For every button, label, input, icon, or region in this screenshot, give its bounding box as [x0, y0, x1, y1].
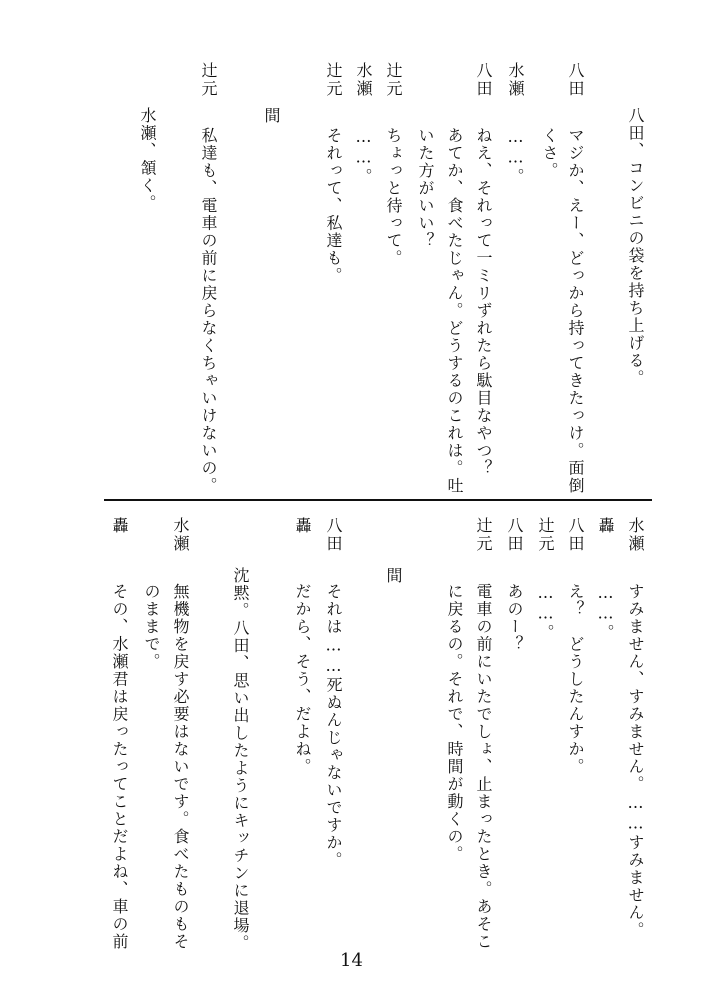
dialogue-line: ねえ、それって一ミリずれたら駄目なやつ？ [474, 127, 493, 477]
speaker-label: 轟 [293, 517, 312, 535]
dialogue-line: ……。 [354, 127, 373, 186]
speaker-label: 八田 [324, 517, 343, 553]
dialogue-line: だから、そう、だよね。 [293, 583, 312, 776]
speaker-label: 八田 [474, 62, 493, 98]
speaker-label: 八田 [566, 517, 585, 553]
speaker-label: 轟 [596, 517, 615, 535]
speaker-label: 水瀬 [506, 62, 525, 98]
speaker-label: 辻元 [536, 517, 555, 553]
dialogue-line: ……。 [596, 583, 615, 642]
dialogue-line: に戻るの。それで、時間が動くの。 [445, 583, 464, 863]
dialogue-line: あてか、食べたじゃん。どうするのこれは。吐 [445, 127, 464, 495]
dialogue-line: マジか、えー、どっから持ってきたっけ。面倒 [566, 127, 585, 495]
dialogue-line: ……。 [506, 127, 525, 186]
stage-direction: 八田、コンビニの袋を持ち上げる。 [626, 107, 645, 387]
speaker-label: 辻元 [474, 517, 493, 553]
dialogue-line: ……。 [536, 583, 555, 642]
dialogue-line: その、水瀬君は戻ったってことだよね、車の前 [110, 583, 129, 951]
dialogue-line: 無機物を戻す必要はないです。食べたものもそ [171, 583, 190, 951]
speaker-label: 八田 [505, 517, 524, 553]
dialogue-line: それは……死ぬんじゃないですか。 [324, 583, 343, 869]
stage-direction: 水瀬、頷く。 [138, 107, 157, 212]
dialogue-line: 私達も、電車の前に戻らなくちゃいけないの。 [199, 127, 218, 495]
speaker-label: 辻元 [199, 62, 218, 98]
dialogue-line: あのー？ [505, 583, 524, 653]
speaker-label: 水瀬 [354, 62, 373, 98]
dialogue-line: 電車の前にいたでしょ、止まったとき。あそこ [474, 583, 493, 951]
dialogue-line: くさ。 [540, 127, 559, 180]
dialogue-line: いた方がいい？ [416, 127, 435, 250]
dialogue-line: え？ どうしたんすか。 [566, 583, 585, 776]
speaker-label: 辻元 [324, 62, 343, 98]
pause-marker: 間 [262, 107, 281, 125]
pause-marker: 間 [384, 567, 403, 585]
dialogue-line: のままで。 [142, 583, 161, 671]
speaker-label: 八田 [566, 62, 585, 98]
speaker-label: 水瀬 [171, 517, 190, 553]
speaker-label: 轟 [110, 517, 129, 535]
dialogue-line: すみません、すみません。……すみません。 [626, 583, 645, 939]
speaker-label: 水瀬 [626, 517, 645, 553]
dialogue-line: ちょっと待って。 [384, 127, 403, 267]
page-number: 14 [340, 950, 363, 971]
dialogue-line: それって、私達も。 [324, 127, 343, 285]
section-divider [104, 499, 652, 501]
stage-direction: 沈黙。八田、思い出したようにキッチンに退場。 [231, 567, 250, 952]
speaker-label: 辻元 [384, 62, 403, 98]
